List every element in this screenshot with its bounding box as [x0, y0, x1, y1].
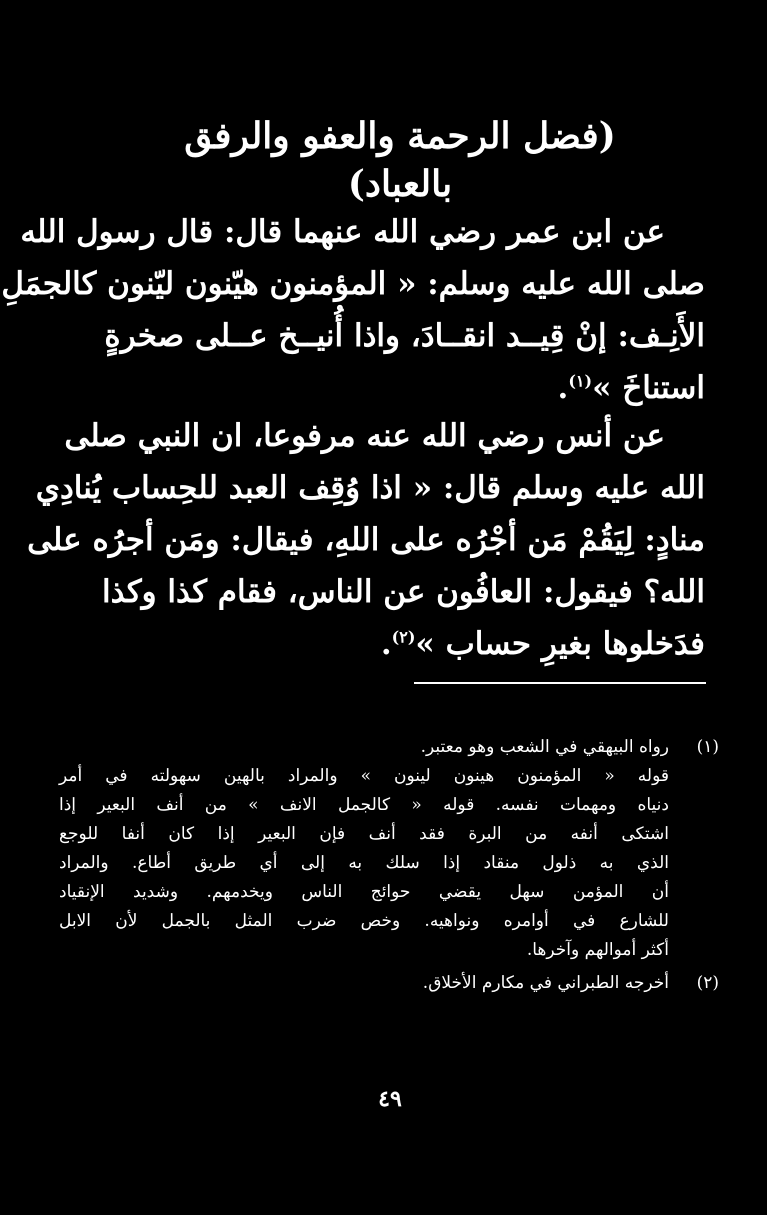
footnote-1-number: (١) [696, 737, 719, 757]
footnote-2 [59, 969, 719, 998]
footnote-1-line-7: للشارع في أوامره ونواهيه. وخص ضرب المثل بالجمل لأن الابل [59, 911, 669, 931]
hadith-1-end: . [557, 370, 569, 406]
hadith-2-line-1: عن أنس رضي الله عنه مرفوعا، ان النبي صلى [64, 418, 665, 454]
page-number: ٤٩ [378, 1086, 402, 1112]
footnote-1-line-6: أن المؤمن سهل يقضي حوائج الناس ويخدمهم. وشديد الإنقياد [59, 882, 669, 902]
footnote-1-line-1: رواه البيهقي في الشعب وهو معتبر. [420, 737, 669, 757]
footnote-ref-1: (١) [568, 371, 593, 391]
hadith-2-line-5-text: فدَخلوها بغيرِ حساب » [415, 626, 705, 662]
footnote-1-line-8: أكثر أموالهم وآخرها. [526, 940, 669, 960]
footnote-ref-2: (٢) [391, 627, 416, 647]
footnote-2-line-1: أخرجه الطبراني في مكارم الأخلاق. [422, 973, 669, 993]
footnote-1-line-3: دنياه ومهمات نفسه. قوله « كالجمل الانف » من أنف البعير إذا [59, 795, 669, 815]
hadith-2-end: . [380, 626, 392, 662]
hadith-1-line-4 [125, 362, 705, 414]
footnote-1-line-5: الذي به ذلول منقاد إذا سلك به إلى أي طريق أطاع. والمراد [59, 853, 669, 873]
hadith-2 [27, 410, 705, 670]
hadith-2-line-2: الله عليه وسلم قال: « اذا وُقِف العبد للحِساب يُنادِي [35, 470, 705, 506]
footnote-1-line-2: قوله « المؤمنون هينون لينون » والمراد بالهين سهولته في أمر [59, 766, 669, 786]
footnote-2-number: (٢) [696, 973, 719, 993]
footnote-separator [414, 682, 706, 684]
hadith-1-line-2: صلى الله عليه وسلم: « المؤمنون هيّنون ليّنون كالجمَلِ [1, 266, 705, 302]
hadith-2-line-3: منادٍ: لِيَقُمْ مَن أجْرُه على اللهِ، فيقال: ومَن أجرُه على [27, 522, 705, 558]
hadith-1 [1, 206, 705, 414]
hadith-1-line-1: عن ابن عمر رضي الله عنهما قال: قال رسول الله [20, 214, 665, 250]
hadith-1-line-3: الأَنِـف: إنْ قِيــد انقــادَ، واذا أُنيــخ عــلى صخرةٍ [104, 318, 705, 354]
footnote-1-body [59, 733, 669, 965]
hadith-2-line-4: الله؟ فيقول: العافُون عن الناس، فقام كذا وكذا [101, 574, 705, 610]
footnote-1-line-4: اشتكى أنفه من البرة فقد أنف فإن البعير إذا كان أنفا للوجع [59, 824, 669, 844]
chapter-title: (فضل الرحمة والعفو والرفق بالعباد) [184, 115, 616, 205]
footnotes [59, 733, 719, 998]
footnote-2-body [59, 969, 669, 998]
footnote-1 [59, 733, 719, 965]
hadith-2-line-5 [125, 618, 705, 670]
hadith-1-line-4-text: استناخَ » [592, 370, 705, 406]
